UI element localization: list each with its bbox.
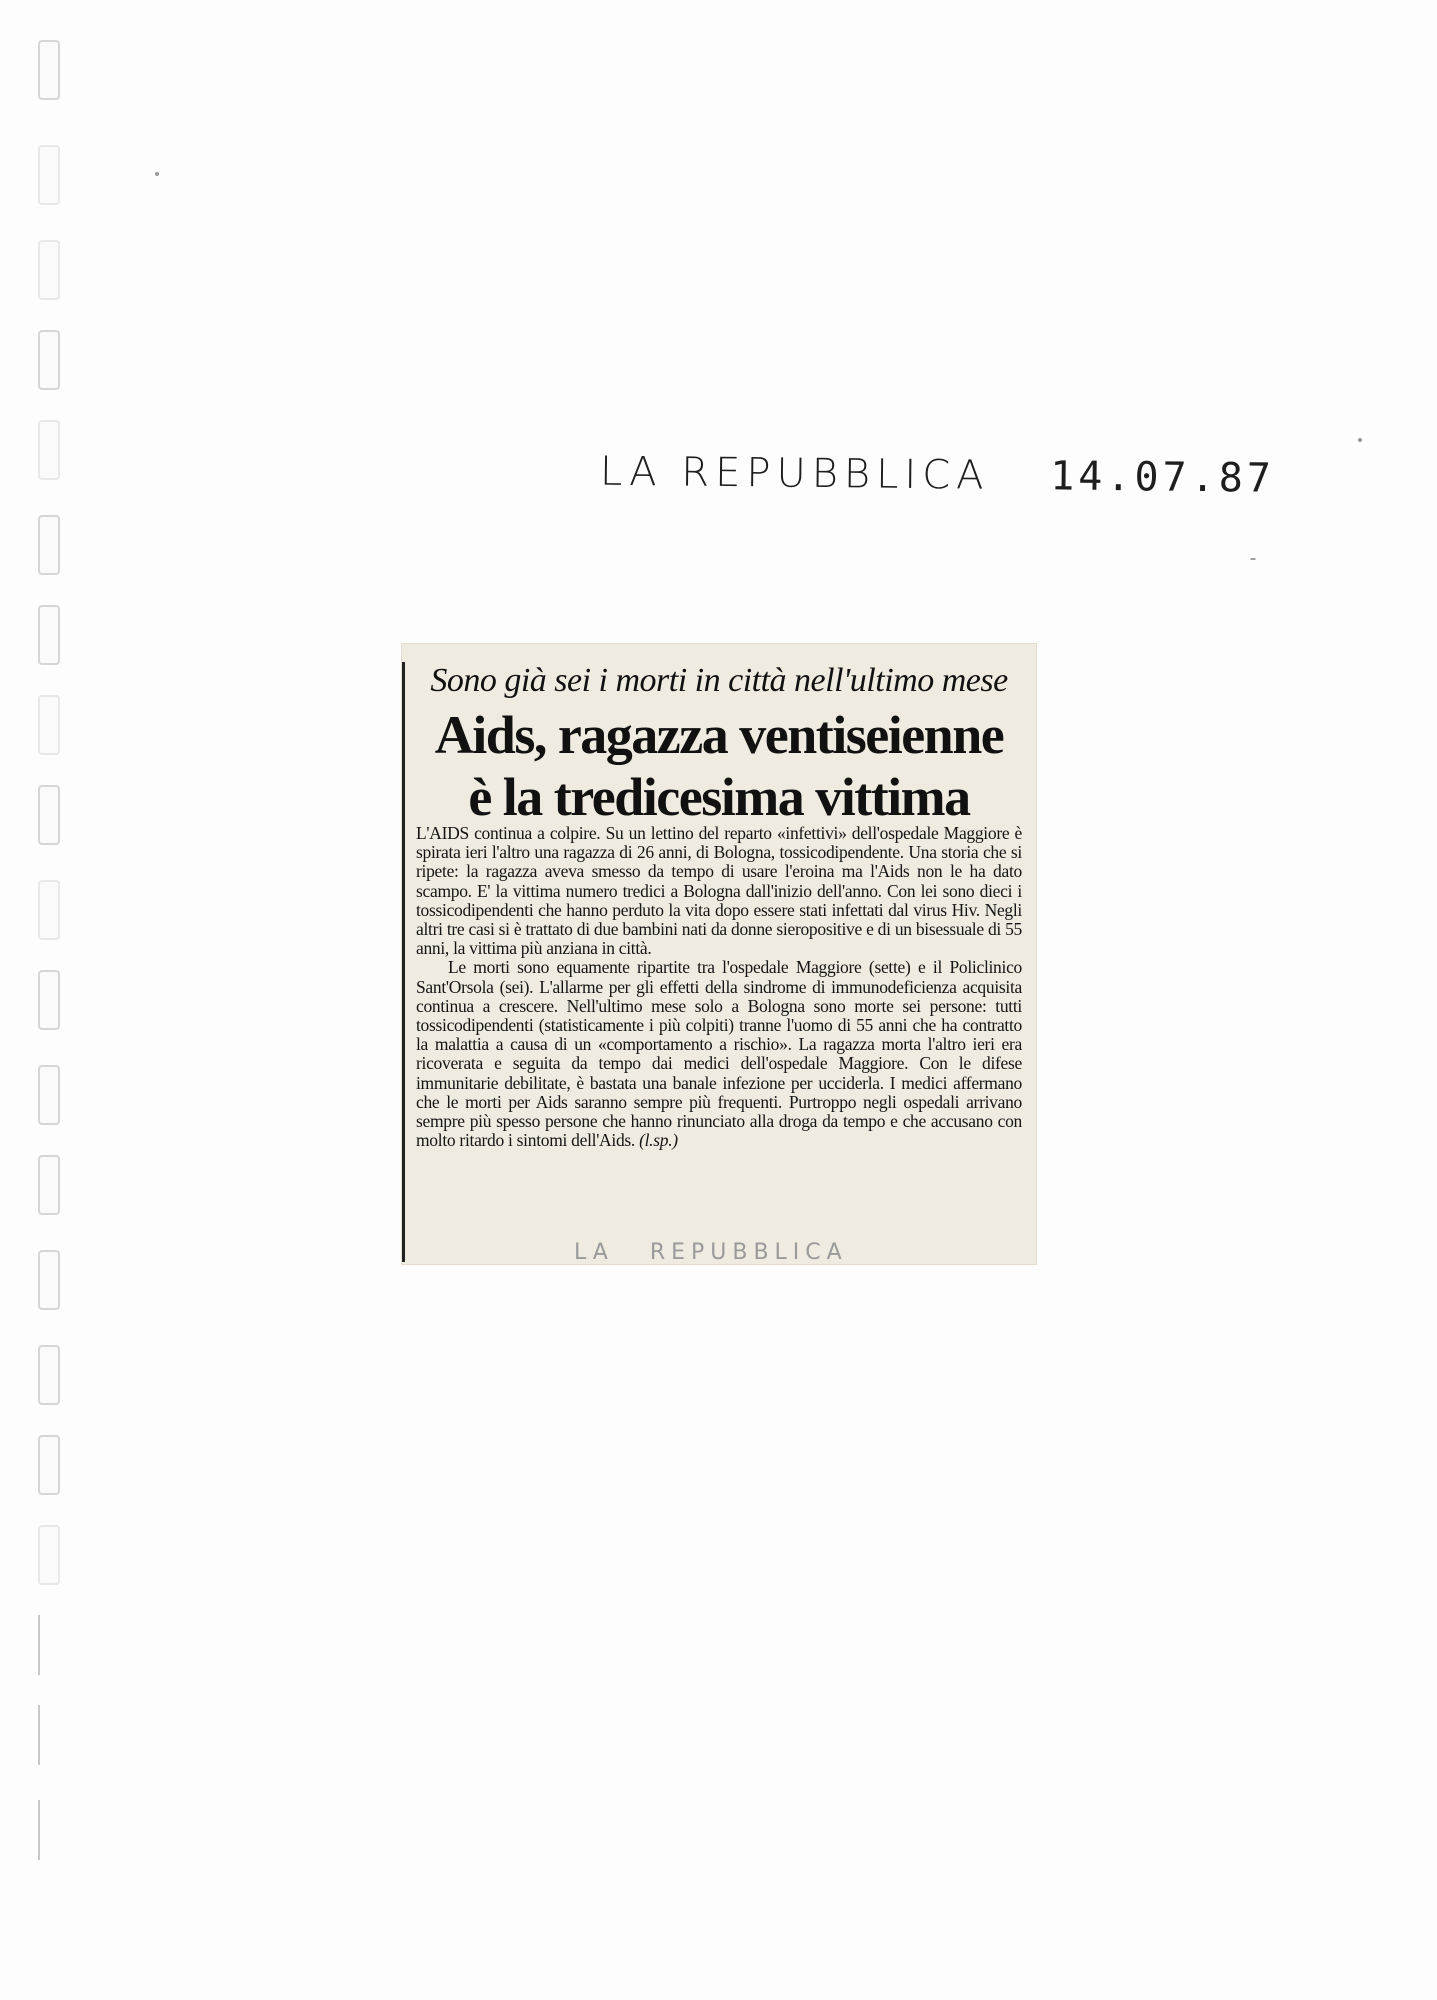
binder-hole (38, 1065, 60, 1125)
scan-speck (155, 172, 159, 176)
binder-hole (38, 695, 60, 755)
article-byline: (l.sp.) (639, 1130, 678, 1151)
binder-hole (38, 420, 60, 480)
binder-hole (38, 40, 60, 100)
binder-hole (38, 1155, 60, 1215)
binder-hole (38, 515, 60, 575)
article-paragraph-2-text: Le morti sono equamente ripartite tra l'ospedale Maggiore (sette) e il Policlinico Sant'Orsola (sei). L'allarme per gli effetti della sindrome di immunodeficienza acquisita continua a crescere. Nell'ultimo mese solo a Bologna sono morte sei persone: tutti tossicodipendenti (statisticamente i più colpiti) tranne l'uomo di 55 anni che ha contratto la malattia a causa di un «comportamento a rischio». La ragazza morta l'altro ieri era ricoverata e seguita da tempo dai medici dell'ospedale Maggiore. Con le difese immunitarie debilitate, è bastata una banale infezione per ucciderla. I medici affermano che le morti per Aids saranno sempre più frequenti. Purtroppo negli ospedali arrivano sempre più spesso persone che hanno rinunciato alla droga da tempo e che accusano con molto ritardo i sintomi dell'Aids. (416, 957, 1022, 1151)
binder-hole (38, 605, 60, 665)
article-paragraph-1: L'AIDS continua a colpire. Su un lettino del reparto «infettivi» dell'ospedale Maggiore è spirata ieri l'altro una ragazza di 26 anni, di Bologna, tossicodipendente. Una storia che si ripete: la ragazza aveva smesso da tempo di usare l'eroina ma l'Aids non le ha dato scampo. E' la vittima numero tredici a Bologna dall'inizio dell'anno. Con lei sono dieci i tossicodipendenti che hanno perduto la vita dopo essere stati infettati dal virus Hiv. Negli altri tre casi si è trattato di due bambini nati da donne sieropositive e di un bisessuale di 55 anni, la vittima più anziana in città. (416, 823, 1022, 959)
binder-hole (38, 330, 60, 390)
stamp-text: REPUBBLICA (649, 1240, 848, 1264)
handwritten-source-note (599, 448, 1276, 502)
handwritten-date: 14.07.87 (1049, 453, 1276, 502)
article-kicker: Sono già sei i morti in città nell'ultimo mese (430, 662, 1008, 699)
scan-speck (1250, 558, 1256, 560)
headline-line-1: Aids, ragazza ventiseienne (434, 705, 1004, 765)
stamp-initials: LA (574, 1240, 614, 1264)
article-body (416, 824, 1022, 1150)
binder-hole (38, 1345, 60, 1405)
column-rule (402, 662, 405, 1262)
archive-stamp (574, 1240, 848, 1264)
binder-hole-edge (38, 1615, 40, 1675)
newspaper-clipping (402, 644, 1036, 1264)
binder-hole (38, 1435, 60, 1495)
binder-hole-edge (38, 1705, 40, 1765)
binder-hole-edge (38, 1800, 40, 1860)
binder-hole (38, 1250, 60, 1310)
binder-hole (38, 970, 60, 1030)
headline-line-2: è la tredicesima vittima (468, 767, 970, 827)
binder-hole (38, 145, 60, 205)
scan-speck (1358, 438, 1362, 442)
binder-hole (38, 240, 60, 300)
binder-hole (38, 1525, 60, 1585)
binder-hole (38, 785, 60, 845)
article-paragraph-2 (416, 958, 1022, 1150)
article-headline (410, 704, 1028, 828)
handwritten-publication: LA REPUBBLICA (599, 448, 990, 499)
binder-hole (38, 880, 60, 940)
binder-holes (38, 40, 108, 1940)
